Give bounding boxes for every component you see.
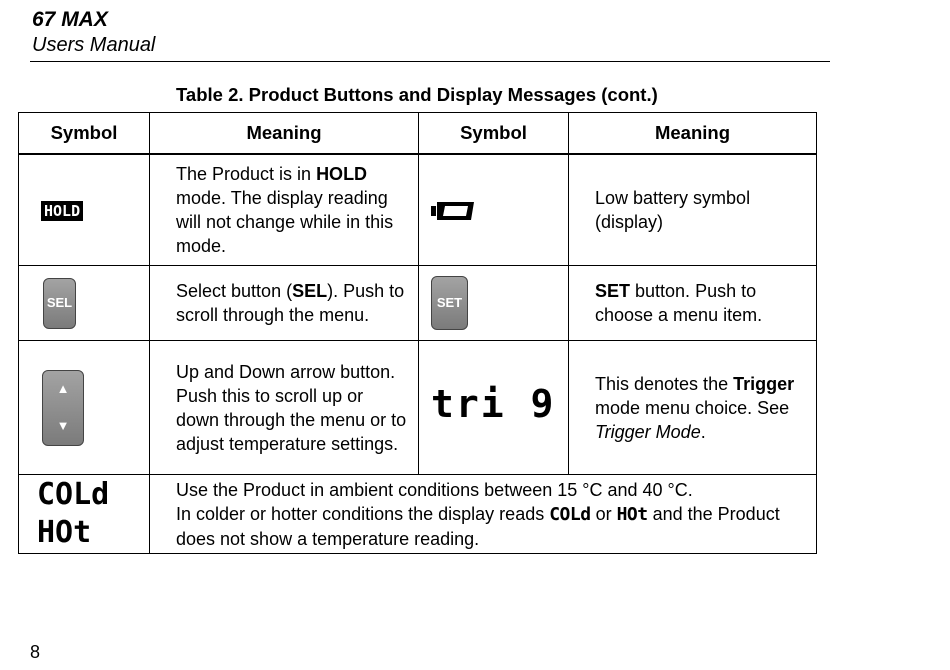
table-header-row (19, 113, 817, 155)
symbol-cell (19, 341, 150, 475)
header-rule (30, 61, 830, 62)
hot-inline-icon: HOt (616, 503, 648, 525)
down-arrow-icon: ▼ (56, 418, 70, 433)
meaning-text: mode menu choice. See (595, 397, 790, 418)
meaning-text: The Product is in (176, 164, 317, 184)
symbol-cell (419, 154, 569, 266)
low-battery-icon (431, 201, 475, 221)
meaning-text: Select button ( (176, 281, 293, 301)
meaning-bold: HOLD (316, 164, 368, 184)
meaning-cell (569, 154, 817, 266)
table-row (19, 341, 817, 475)
meaning-bold: SET (595, 281, 631, 301)
cold-display-icon: COLd (37, 477, 110, 512)
meaning-cell (569, 266, 817, 341)
meaning-cell (150, 475, 817, 554)
meaning-bold: Trigger (733, 373, 795, 394)
buttons-messages-table (18, 112, 817, 554)
table-row (19, 154, 817, 266)
table-title: Table 2. Product Buttons and Display Messages (cont.) (176, 84, 658, 105)
up-arrow-icon: ▲ (56, 381, 70, 396)
meaning-text: mode. The display reading will not change while in this mode. (176, 188, 394, 256)
column-header-symbol: Symbol (19, 113, 150, 155)
meaning-text: and the Product does not show a temperature reading. (176, 503, 780, 549)
meaning-text: or (590, 503, 617, 524)
column-header-meaning: Meaning (150, 113, 419, 155)
manual-title: 67 MAX (32, 8, 108, 31)
symbol-cell (19, 266, 150, 341)
meaning-cell (150, 341, 419, 475)
symbol-cell (19, 154, 150, 266)
symbol-cell (19, 475, 150, 554)
meaning-text: ). Push to scroll through the menu. (176, 281, 405, 325)
symbol-cell (419, 341, 569, 475)
meaning-bold: SEL (292, 281, 328, 301)
meaning-text: This denotes the (595, 373, 734, 394)
sel-button-icon: SEL (43, 278, 76, 329)
meaning-text: In colder or hotter conditions the display reads (176, 503, 550, 524)
column-header-symbol-2: Symbol (419, 113, 569, 155)
table-row (19, 266, 817, 341)
meaning-text: button. Push to choose a menu item. (595, 281, 763, 325)
meaning-italic: Trigger Mode (595, 421, 701, 442)
page-number: 8 (30, 642, 41, 662)
cold-inline-icon: COLd (549, 503, 591, 525)
set-button-icon: SET (431, 276, 468, 330)
meaning-cell (569, 341, 817, 475)
symbol-cell (419, 266, 569, 341)
hold-display-icon: HOLD (41, 201, 83, 221)
meaning-cell (150, 154, 419, 266)
meaning-text: Use the Product in ambient conditions between 15 °C and 40 °C. (176, 479, 693, 500)
meaning-cell (150, 266, 419, 341)
meaning-text: . (700, 421, 706, 442)
meaning-text: Low battery symbol (display) (595, 188, 751, 232)
trigger-display-icon: tri 9 (431, 382, 556, 426)
manual-subtitle: Users Manual (32, 34, 156, 56)
up-down-button-icon (42, 370, 84, 446)
table-row (19, 475, 817, 554)
hot-display-icon: HOt (37, 515, 92, 550)
column-header-meaning-2: Meaning (569, 113, 817, 155)
meaning-text: Up and Down arrow button. Push this to scroll up or down through the menu or to adjust temperature settings. (176, 361, 407, 454)
